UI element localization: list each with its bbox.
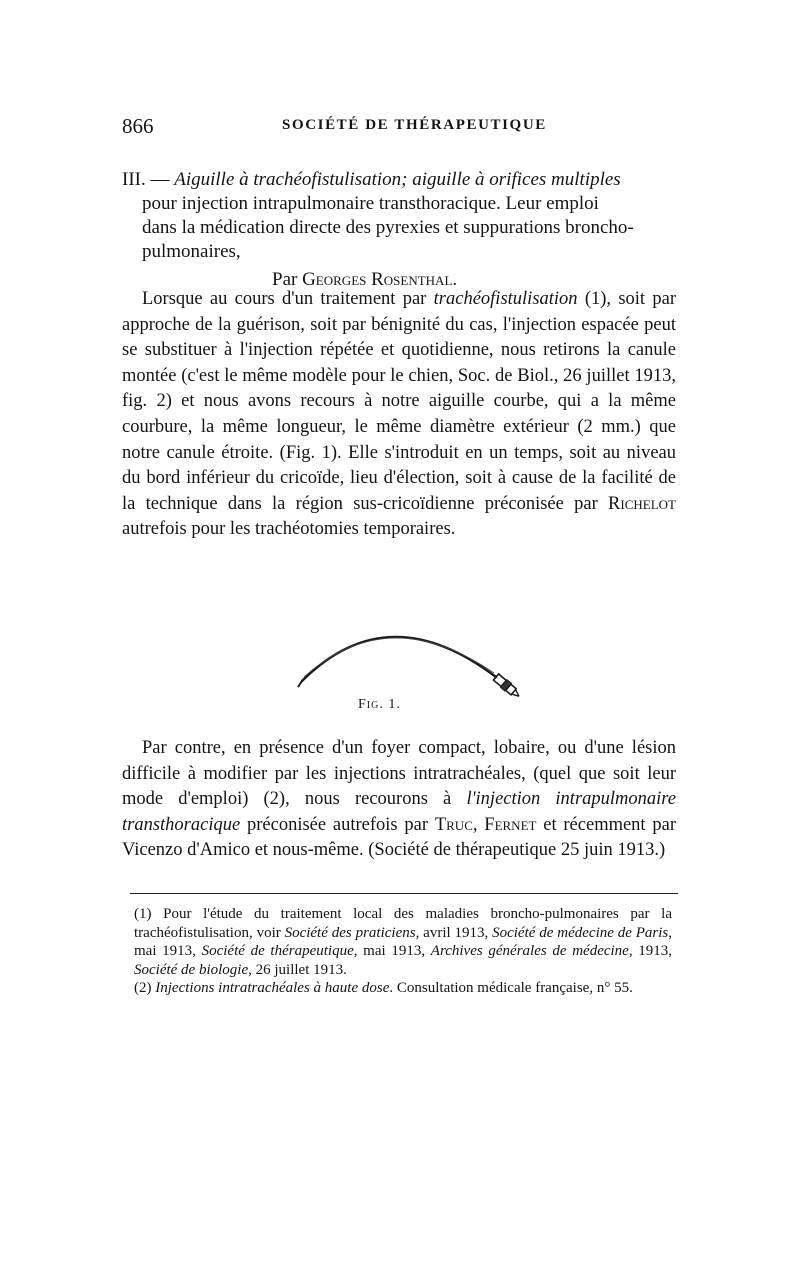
fn1-text-a: (1) Pour l'étude du traitement local des maladies broncho-pulmonaires par la trachéofistulisation, voir bbox=[134, 906, 672, 941]
fn2-ref-injections: Injections intratrachéales à haute dose bbox=[155, 980, 390, 996]
footnote-divider bbox=[130, 893, 678, 894]
footnote-1 bbox=[134, 905, 672, 979]
p2-text-b: préconisée autrefois par bbox=[240, 814, 435, 835]
fn2-text-a: (2) bbox=[134, 980, 156, 996]
title-line-4: pulmonaires, bbox=[142, 241, 241, 262]
fn1-text-e: , 1913, bbox=[628, 943, 673, 959]
p1-italic-term: trachéofistulisation bbox=[433, 289, 578, 309]
figure-1 bbox=[290, 603, 550, 713]
fn1-text-f: , 26 juillet 1913. bbox=[248, 961, 347, 978]
needle-tip bbox=[298, 681, 302, 687]
curved-needle-illustration bbox=[290, 603, 550, 713]
p1-text-c: autrefois pour les trachéotomies temporaires. bbox=[122, 519, 456, 540]
page-header bbox=[122, 114, 682, 142]
paragraph-1 bbox=[122, 287, 676, 543]
running-title: SOCIÉTÉ DE THÉRAPEUTIQUE bbox=[282, 117, 547, 133]
p2-text-d: et récemment par Vicenzo d'Amico et nous-même. (Société de thérapeutique 25 juin 1913.) bbox=[122, 814, 676, 861]
figure-caption: Fig. 1. bbox=[358, 697, 401, 712]
author-prefix: Par bbox=[272, 269, 303, 290]
footnote-2 bbox=[134, 979, 672, 998]
title-line-1 bbox=[122, 168, 682, 192]
p2-italic-term: l'injection intrapulmonaire transthoracique bbox=[122, 789, 677, 835]
author-name: Georges Rosenthal. bbox=[302, 269, 458, 290]
p2-text-a: Par contre, en présence d'un foyer compact, lobaire, ou d'une lésion difficile à modifier par les injections intratrachéales, (quel que soit leur mode d'emploi) (2), nous recourons à bbox=[122, 738, 676, 810]
title-line-2: pour injection intrapulmonaire transthoracique. Leur emploi bbox=[142, 193, 599, 214]
p2-text-c: , bbox=[472, 814, 485, 835]
page-number: 866 bbox=[122, 114, 154, 138]
needle-hub bbox=[493, 673, 522, 700]
footnotes bbox=[134, 905, 672, 998]
p1-author-richelot: Richelot bbox=[608, 493, 676, 514]
fn1-ref-biologie: Société de biologie bbox=[134, 961, 249, 978]
fn1-text-c: , mai 1913, bbox=[134, 924, 672, 959]
p2-author-truc: Truc bbox=[434, 814, 473, 835]
fn1-ref-therapeutique: Société de thérapeutique bbox=[201, 943, 354, 959]
fn1-ref-medecine-paris: Société de médecine de Paris bbox=[492, 924, 669, 941]
paragraph-2 bbox=[122, 736, 676, 864]
p2-author-fernet: Fernet bbox=[484, 814, 537, 835]
fn2-text-b: . Consultation médicale française, n° 55. bbox=[389, 980, 633, 996]
fn1-text-b: , avril 1913, bbox=[415, 924, 493, 941]
article-title bbox=[122, 168, 682, 292]
needle-shaft bbox=[302, 637, 496, 681]
p1-text-a: Lorsque au cours d'un traitement par bbox=[142, 289, 434, 309]
fn1-text-d: , mai 1913, bbox=[353, 943, 431, 959]
fn1-ref-archives: Archives générales de médecine bbox=[430, 943, 629, 959]
fn1-ref-praticiens: Société des praticiens bbox=[284, 924, 416, 941]
title-number: III. — bbox=[122, 169, 175, 190]
p1-text-b: (1), soit par approche de la guérison, soit par bénignité du cas, l'injection espacée peut se substituer à l'injection répétée et quotidienne, nous retirons la canule montée (c'est le même modèle pour le chien, Soc. de Biol., 26 juillet 1913, fig. 2) et nous avons recours à notre aiguille courbe, qui a la même courbure, la même longueur, le même diamètre extérieur (2 mm.) que notre canule étroite. (Fig. 1). Elle s'introduit en un temps, soit au niveau du bord inférieur du cricoïde, lieu d'élection, soit à cause de la facilité de la technique dans la région sus-cricoïdienne préconisée par bbox=[122, 289, 676, 514]
title-text-1: Aiguille à trachéofistulisation; aiguille à orifices multiples bbox=[174, 169, 621, 190]
title-line-3: dans la médication directe des pyrexies et suppurations broncho- bbox=[142, 217, 634, 238]
